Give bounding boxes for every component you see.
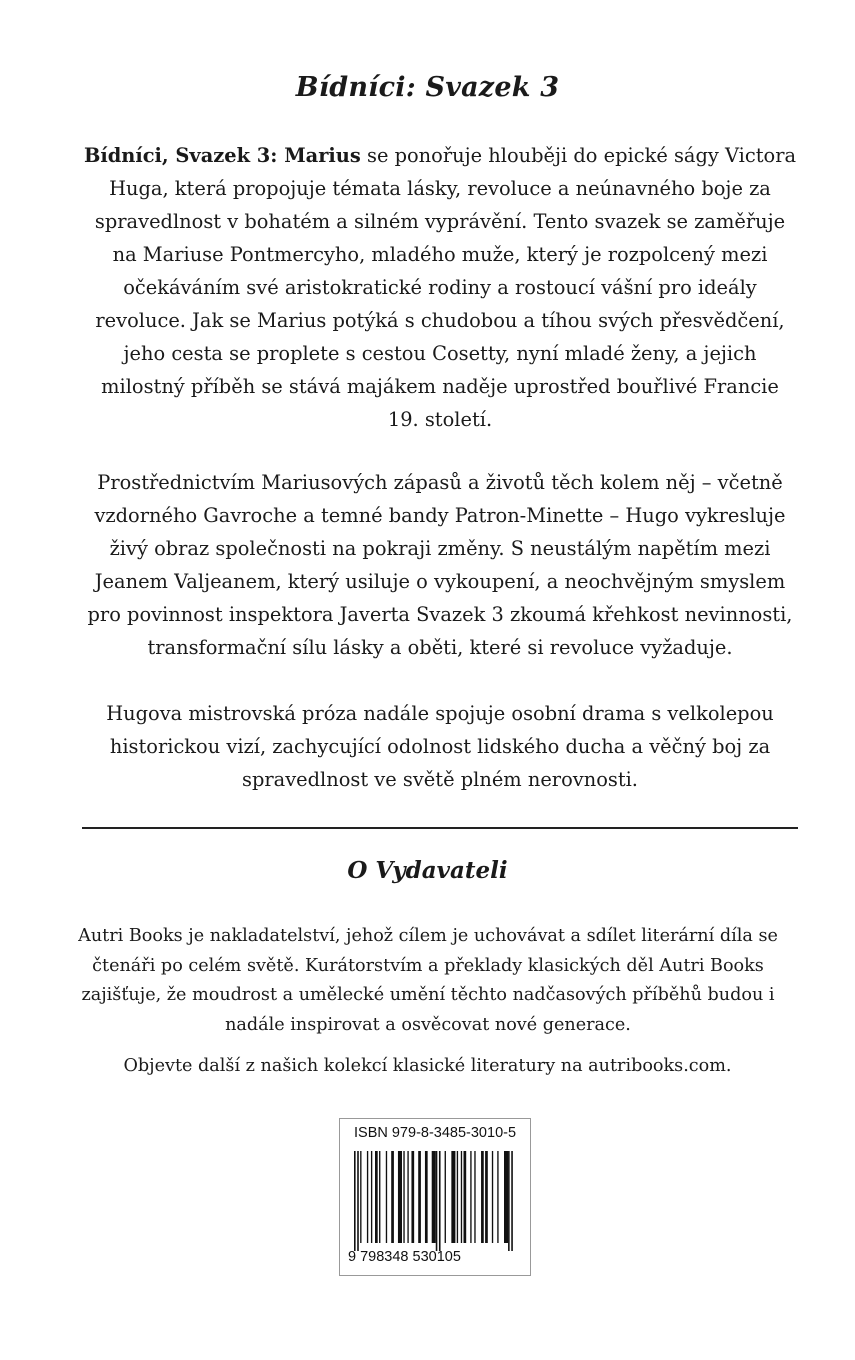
publisher-cta: Objevte další z našich kolekcí klasické literatury na autribooks.com. [123, 1056, 732, 1076]
publisher-line: čtenáři po celém světě. Kurátorstvím a překlady klasických děl Autri Books [92, 955, 764, 976]
barcode-bar [407, 1151, 408, 1243]
barcode-bar [481, 1151, 484, 1243]
publisher-line: nadále inspirovat a osvěcovat nové generace. [225, 1014, 631, 1035]
barcode-bar [464, 1151, 467, 1243]
barcode-bar [436, 1151, 438, 1251]
barcode-bar [504, 1151, 508, 1243]
barcode-bar [403, 1151, 404, 1243]
publisher-title: O Vydavateli [347, 857, 508, 884]
description-line: živý obraz společnosti na pokraji změny. S neustálým napětím mezi [109, 537, 771, 560]
barcode-bar [485, 1151, 488, 1243]
barcode-bar [379, 1151, 380, 1243]
barcode-bar [375, 1151, 378, 1243]
description-line: vzdorného Gavroche a temné bandy Patron-Minette – Hugo vykresluje [94, 504, 786, 527]
description-line: Jeanem Valjeanem, který usiluje o vykoupení, a neochvějným smyslem [94, 570, 786, 593]
description-line: milostný příběh se stává majákem naděje uprostřed bouřlivé Francie [101, 375, 779, 398]
barcode-bar [360, 1151, 361, 1243]
description-line: Prostřednictvím Mariusových zápasů a životů těch kolem něj – včetně [97, 471, 783, 494]
description-line: 19. století. [387, 408, 493, 431]
description-line: očekáváním své aristokratické rodiny a rostoucí vášní pro ideály [123, 276, 757, 299]
description-paragraph-1 [70, 139, 810, 436]
publisher-line: Autri Books je nakladatelství, jehož cílem je uchovávat a sdílet literární díla se [78, 926, 778, 946]
section-divider [82, 827, 798, 829]
description-paragraph-2 [70, 466, 810, 664]
barcode-bar [432, 1151, 436, 1243]
book-title: Bídníci: Svazek 3 [295, 72, 560, 103]
description-line: se ponořuje hlouběji do epické ságy Victora [367, 144, 797, 167]
description-line: revoluce. Jak se Marius potýká s chudobou a tíhou svých přesvědčení, [95, 309, 785, 332]
description-line: na Mariuse Pontmercyho, mladého muže, který je rozpolcený mezi [112, 243, 768, 266]
barcode-bar [367, 1151, 368, 1243]
barcode-bar [411, 1151, 414, 1243]
barcode-bar [470, 1151, 471, 1243]
barcode-bar [457, 1151, 458, 1243]
barcode-bar [511, 1151, 513, 1251]
barcode-bar [497, 1151, 498, 1243]
isbn-label: ISBN 979-8-3485-3010-5 [354, 1125, 517, 1141]
barcode-bar [451, 1151, 455, 1243]
description-paragraph-3 [70, 697, 810, 796]
barcode-bar [371, 1151, 372, 1243]
barcode-bar [461, 1151, 462, 1243]
description-line: spravedlnost ve světě plném nerovnosti. [242, 768, 638, 791]
barcode-bar [398, 1151, 402, 1243]
barcode-bar [418, 1151, 421, 1243]
barcode-bars [354, 1151, 518, 1251]
description-line: transformační sílu lásky a oběti, které si revoluce vyžaduje. [147, 636, 733, 659]
description-line: Huga, která propojuje témata lásky, revoluce a neúnavného boje za [109, 177, 771, 200]
isbn-barcode [339, 1118, 531, 1276]
barcode-bar [474, 1151, 475, 1243]
description-line: pro povinnost inspektora Javerta Svazek 3 zkoumá křehkost nevinnosti, [87, 603, 793, 626]
barcode-bar [386, 1151, 387, 1243]
barcode-bar [508, 1151, 510, 1251]
barcode-bar [439, 1151, 441, 1251]
description-line: historickou vizí, zachycující odolnost lidského ducha a věčný boj za [109, 735, 771, 758]
publisher-line: zajišťuje, že moudrost a umělecké umění těchto nadčasových příběhů budou i [81, 985, 775, 1005]
description-lead: Bídníci, Svazek 3: Marius [83, 144, 361, 167]
barcode-bar [445, 1151, 446, 1243]
description-line: jeho cesta se proplete s cestou Cosetty, nyní mladé ženy, a jejich [123, 342, 757, 365]
description-line: spravedlnost v bohatém a silném vyprávění. Tento svazek se zaměřuje [94, 210, 786, 233]
barcode-bar [425, 1151, 428, 1243]
barcode-bar [492, 1151, 493, 1243]
description-line: Hugova mistrovská próza nadále spojuje osobní drama s velkolepou [106, 702, 774, 725]
barcode-bar [391, 1151, 394, 1243]
barcode-digits: 9 798348 530105 [348, 1249, 461, 1265]
publisher-paragraph [74, 922, 782, 1040]
barcode-bar [357, 1151, 359, 1251]
barcode-bar [354, 1151, 356, 1251]
